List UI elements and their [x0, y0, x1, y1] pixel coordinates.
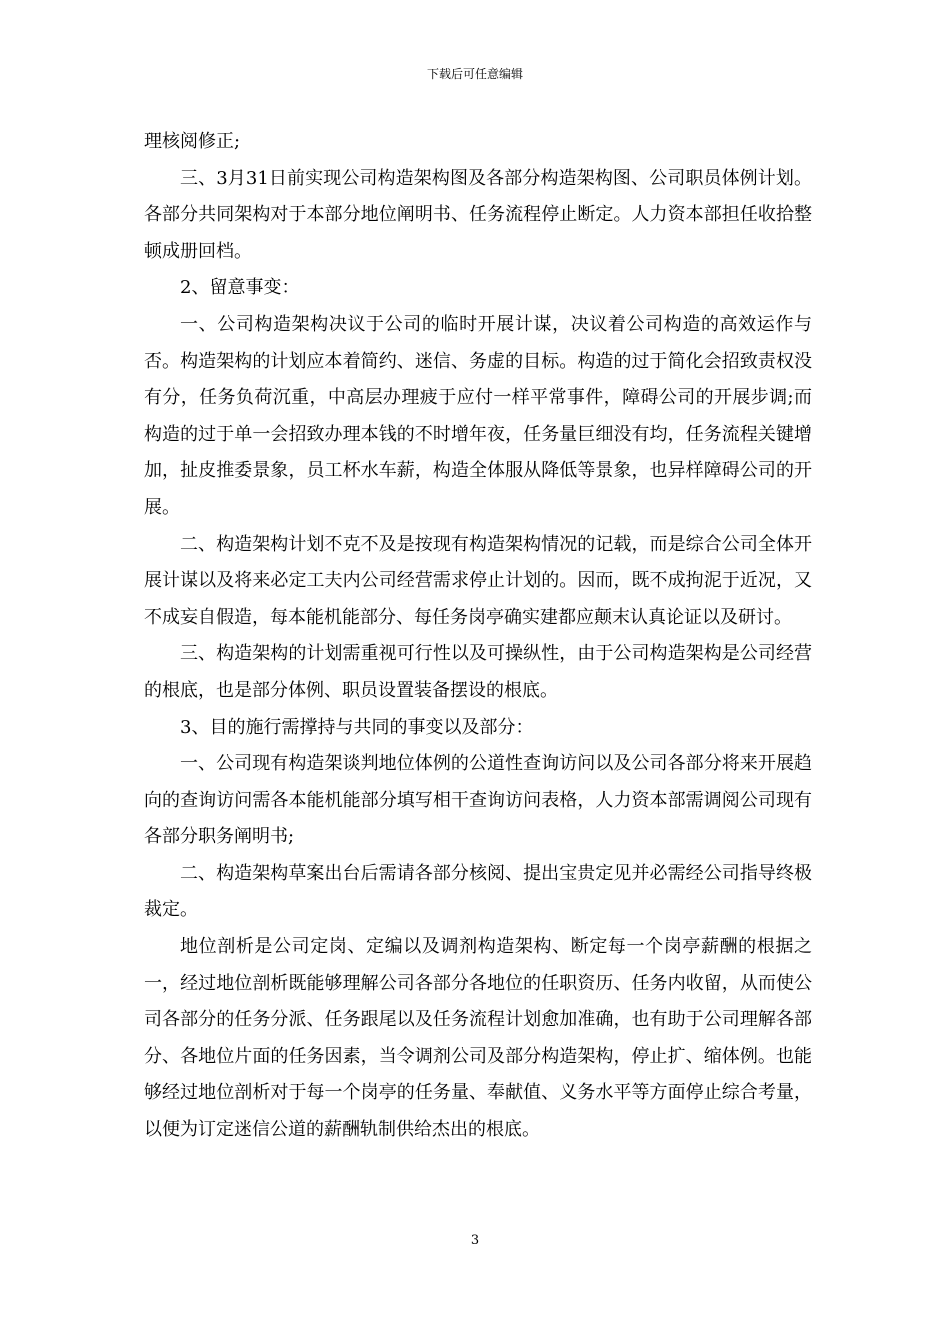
- page-number: 3: [470, 1233, 480, 1248]
- paragraph-7: 3、目的施行需撑持与共同的事变以及部分：: [180, 716, 534, 738]
- paragraph-10: 地位剖析是公司定岗、定编以及调剂构造架构、断定每一个岗亭薪酬的根据之一，经过地位剖析既能够理解公司各部分各地位的任职资历、任务内收留，从而使公司各部分的任务分派、任务跟尾以及任务流程计划愈加准确，也有助于公司理解各部分、各地位片面的任务因素，当令调剂公司及部分构造架构，停止扩、缩体例。也能够经过地位剖析对于每一个岗亭的任务量、奉献值、义务水平等方面停止综合考量，以便为订定迷信公道的薪酬轨制供给杰出的根底。: [144, 936, 812, 1141]
- paragraph-3: 2、留意事变：: [180, 277, 300, 299]
- paragraph-2: 三、3月31日前实现公司构造架构图及各部分构造架构图、公司职员体例计划。各部分共同架构对于本部分地位阐明书、任务流程停止断定。人力资本部担任收拾整顿成册回档。: [144, 167, 812, 262]
- document-body: [144, 124, 812, 1149]
- paragraph-1: 理核阅修正;: [144, 131, 241, 152]
- paragraph-4: 一、公司构造架构决议于公司的临时开展计谋，决议着公司构造的高效运作与否。构造架构的计划应本着简约、迷信、务虚的目标。构造的过于简化会招致责权没有分，任务负荷沉重，中高层办理疲于应付一样平常事件，障碍公司的开展步调;而构造的过于单一会招致办理本钱的不时增年夜，任务量巨细没有均，任务流程关键增加，扯皮推委景象，员工杯水车薪，构造全体服从降低等景象，也异样障碍公司的开展。: [144, 313, 812, 518]
- paragraph-5: 二、构造架构计划不克不及是按现有构造架构情况的记载，而是综合公司全体开展计谋以及将来必定工夫内公司经营需求停止计划的。因而，既不成拘泥于近况，又不成妄自假造，每本能机能部分、每任务岗亭确实建都应颠末认真论证以及研讨。: [144, 533, 812, 628]
- paragraph-8: 一、公司现有构造架谈判地位体例的公道性查询访问以及公司各部分将来开展趋向的查询访问需各本能机能部分填写相干查询访问表格，人力资本部需调阅公司现有各部分职务阐明书;: [144, 753, 812, 848]
- paragraph-9: 二、构造架构草案出台后需请各部分核阅、提出宝贵定见并必需经公司指导终极裁定。: [144, 862, 812, 921]
- page-header: 下载后可任意编辑: [426, 67, 523, 81]
- paragraph-6: 三、构造架构的计划需重视可行性以及可操纵性，由于公司构造架构是公司经营的根底，也是部分体例、职员设置装备摆设的根底。: [144, 643, 812, 701]
